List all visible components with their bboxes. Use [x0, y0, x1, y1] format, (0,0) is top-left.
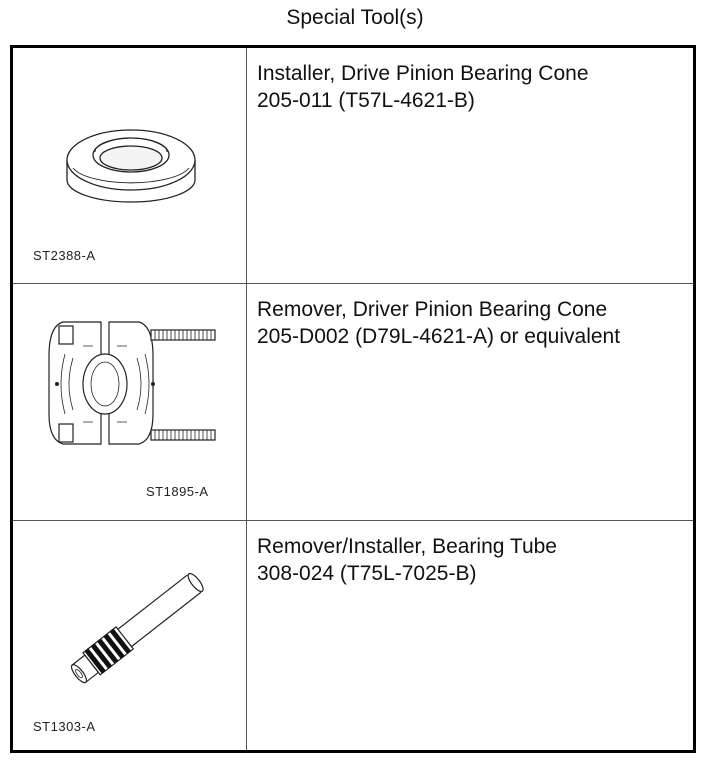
tool-image-cell [13, 284, 247, 520]
tool-name: Installer, Drive Pinion Bearing Cone [257, 62, 589, 85]
tool-description [247, 521, 693, 750]
tool-description [247, 48, 693, 283]
bearing-splitter-icon [13, 284, 247, 521]
tool-name: Remover, Driver Pinion Bearing Cone [257, 298, 608, 321]
tool-row [13, 48, 693, 283]
tool-row [13, 283, 693, 520]
tool-row [13, 520, 693, 750]
tool-part-number: 205-011 (T57L-4621-B) [257, 89, 475, 112]
tool-image-cell [13, 521, 247, 750]
tool-image-cell [13, 48, 247, 283]
special-tools-table [10, 45, 696, 753]
bearing-tube-tool-icon [13, 521, 247, 751]
tool-description [247, 284, 693, 520]
tool-part-number: 205-D002 (D79L-4621-A) or equivalent [257, 325, 621, 348]
tool-name: Remover/Installer, Bearing Tube [257, 535, 557, 558]
figure-code: ST1303-A [33, 719, 96, 734]
figure-code: ST2388-A [33, 248, 96, 263]
page-title: Special Tool(s) [286, 6, 424, 29]
tool-part-number: 308-024 (T75L-7025-B) [257, 562, 477, 585]
figure-code: ST1895-A [146, 484, 209, 499]
